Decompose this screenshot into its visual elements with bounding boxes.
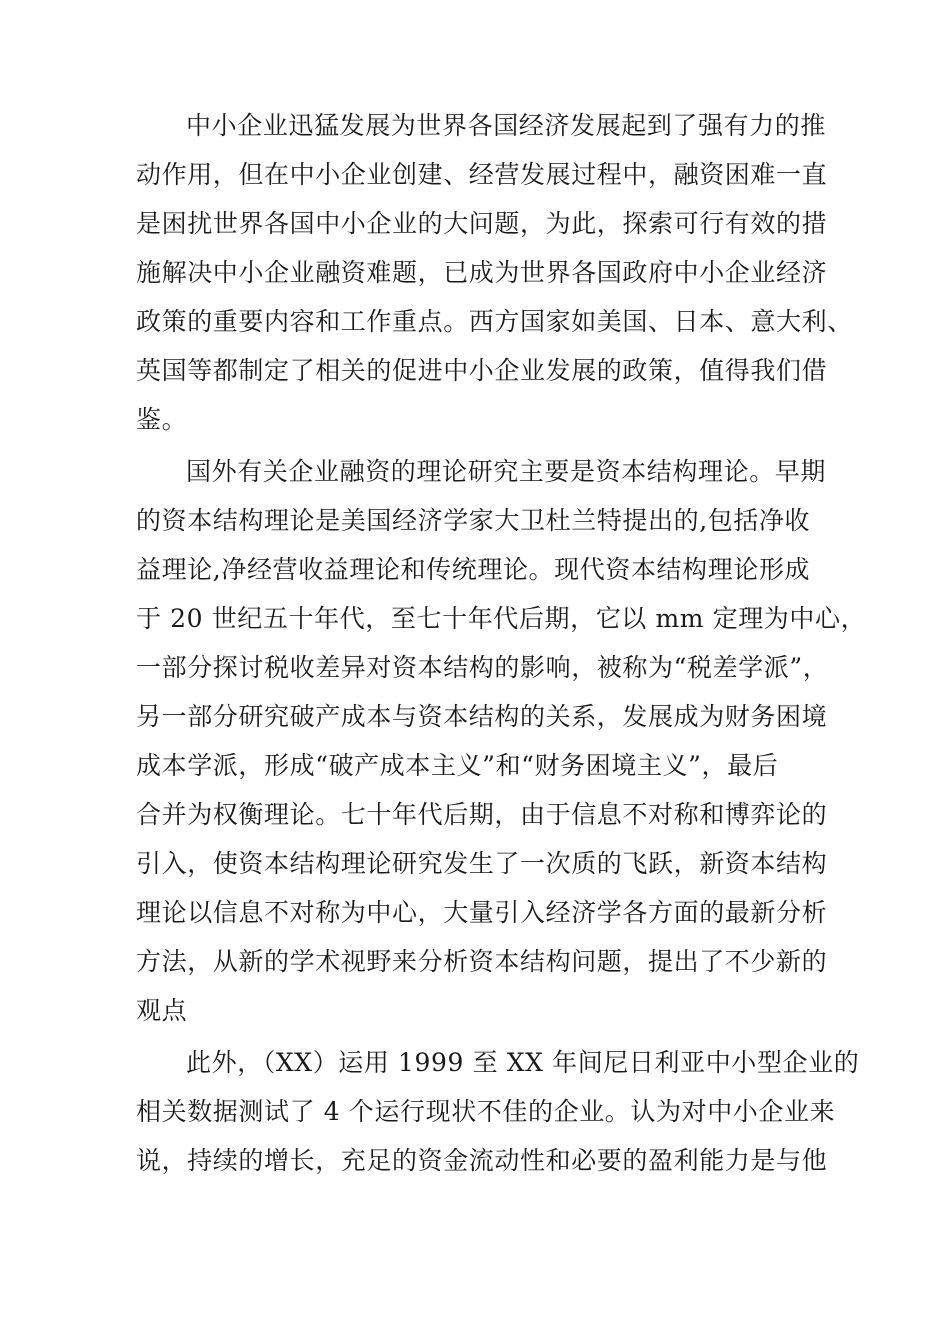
paragraph-2 [136, 447, 867, 1035]
text-line: 是困扰世界各国中小企业的大问题，为此，探索可行有效的措 [136, 209, 828, 238]
text-line: 引入，使资本结构理论研究发生了一次质的飞跃，新资本结构 [136, 849, 828, 878]
text-line: 此外，（XX）运用 1999 至 XX 年间尼日利亚中小型企业的 [186, 1048, 860, 1077]
text-line: 一部分探讨税收差异对资本结构的影响，被称为“税差学派”， [136, 653, 829, 682]
text-line: 的资本结构理论是美国经济学家大卫杜兰特提出的,包括净收 [136, 506, 811, 535]
text-line: 成本学派，形成“破产成本主义”和“财务困境主义”，最后 [136, 751, 779, 780]
text-line: 施解决中小企业融资难题，已成为世界各国政府中小企业经济 [136, 258, 828, 287]
text-line: 说，持续的增长，充足的资金流动性和必要的盈利能力是与他 [136, 1146, 828, 1175]
text-line: 于 20 世纪五十年代，至七十年代后期，它以 mm 定理为中心， [136, 604, 867, 633]
paragraph-1 [136, 101, 853, 444]
text-line: 益理论,净经营收益理论和传统理论。现代资本结构理论形成 [136, 555, 811, 584]
text-line: 观点 [136, 996, 188, 1025]
text-line: 相关数据测试了 4 个运行现状不佳的企业。认为对中小企业来 [136, 1097, 836, 1126]
text-line: 动作用，但在中小企业创建、经营发展过程中，融资困难一直 [136, 160, 828, 189]
text-line: 政策的重要内容和工作重点。西方国家如美国、日本、意大利、 [136, 307, 853, 336]
text-line: 国外有关企业融资的理论研究主要是资本结构理论。早期 [186, 457, 827, 486]
text-line: 方法，从新的学术视野来分析资本结构问题，提出了不少新的 [136, 947, 828, 976]
text-line: 合并为权衡理论。七十年代后期，由于信息不对称和博弈论的 [136, 800, 828, 829]
text-line: 中小企业迅猛发展为世界各国经济发展起到了强有力的推 [186, 111, 827, 140]
text-line: 英国等都制定了相关的促进中小企业发展的政策，值得我们借 [136, 356, 828, 385]
text-line: 理论以信息不对称为中心，大量引入经济学各方面的最新分析 [136, 898, 828, 927]
text-line: 鉴。 [136, 405, 188, 434]
paragraph-3 [136, 1038, 860, 1185]
text-line: 另一部分研究破产成本与资本结构的关系，发展成为财务困境 [136, 702, 828, 731]
